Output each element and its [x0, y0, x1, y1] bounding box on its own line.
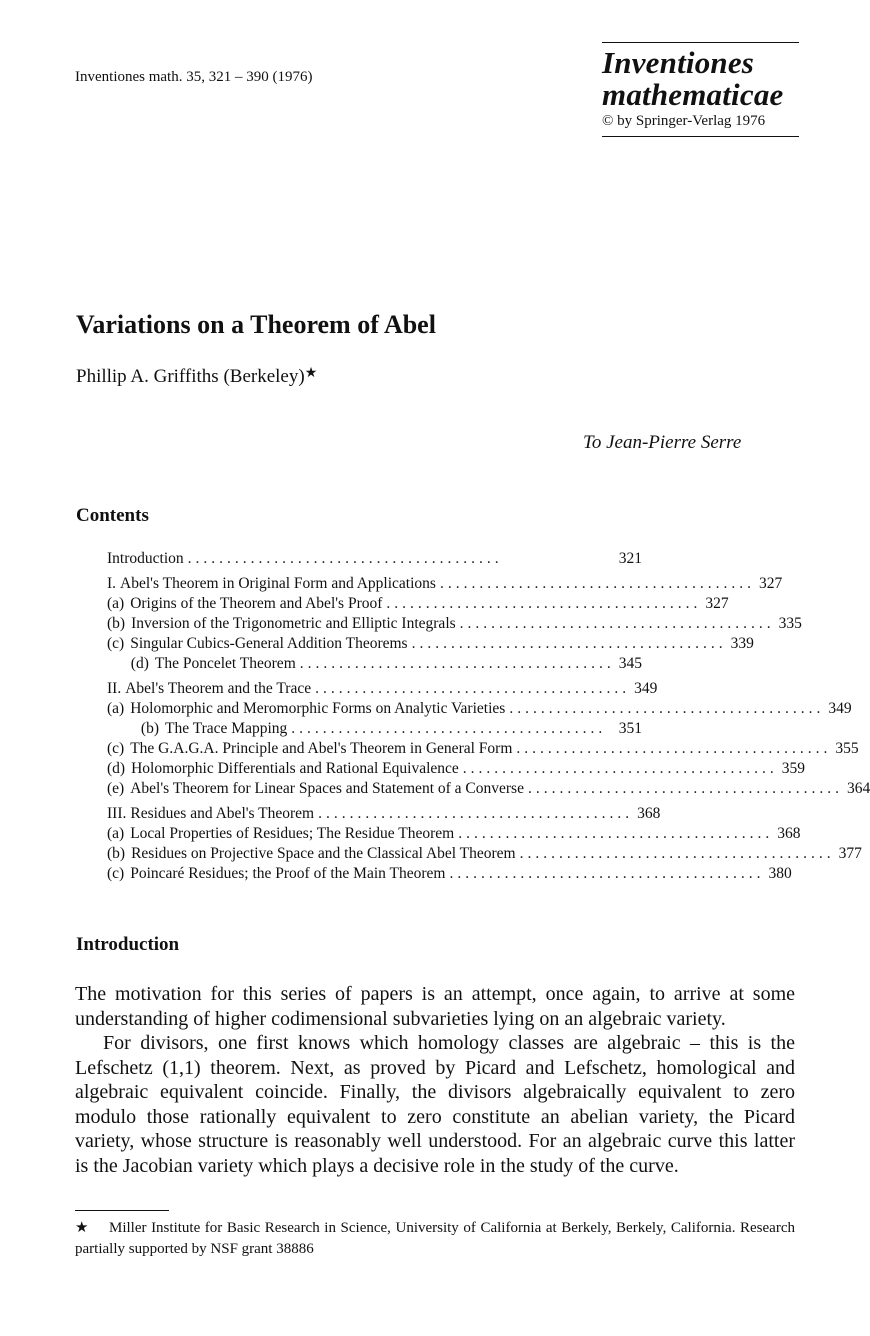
toc-leader-dots: ........................................ [462, 760, 778, 777]
toc-entry [107, 780, 870, 800]
toc-entry-page: 327 [758, 575, 783, 592]
journal-masthead [602, 42, 799, 137]
toc-entry-page: 327 [705, 595, 729, 612]
toc-entry-number: (c) [107, 865, 125, 882]
toc-entry [107, 655, 642, 675]
toc-entry-page: 345 [618, 655, 642, 672]
toc-entry-title: Origins of the Theorem and Abel's Proof [130, 595, 383, 612]
toc-entry-title: Holomorphic and Meromorphic Forms on Analytic Varieties [130, 700, 506, 717]
toc-entry-number: III. [107, 805, 127, 822]
footnote-mark: ★ [75, 1220, 89, 1236]
footnote-text: Miller Institute for Basic Research in Science, University of California at Berkely, Berkely, California. Research partially supported by NSF grant 38886 [75, 1220, 795, 1257]
toc-entry [107, 865, 792, 885]
author-footnote-mark: ★ [304, 366, 318, 381]
introduction-body [75, 982, 795, 1178]
toc-entry-title: Local Properties of Residues; The Residue Theorem [130, 825, 455, 842]
toc-leader-dots: ........................................ [516, 740, 832, 757]
toc-entry-title: Residues on Projective Space and the Classical Abel Theorem [131, 845, 516, 862]
footnote [75, 1218, 795, 1260]
toc-entry [107, 760, 806, 780]
toc-leader-dots: ........................................ [299, 655, 615, 672]
author-line [76, 365, 317, 388]
toc-entry-number: (a) [107, 825, 125, 842]
toc-entry [107, 615, 802, 635]
toc-entry-number: (d) [107, 760, 126, 777]
toc-leader-dots: ........................................ [386, 595, 702, 612]
toc-entry-number: (c) [107, 740, 125, 757]
toc-entry-number: (c) [107, 635, 125, 652]
toc-entry [107, 680, 658, 700]
masthead-top-rule [602, 42, 799, 43]
toc-entry-title: The G.A.G.A. Principle and Abel's Theorem in General Form [130, 740, 513, 757]
toc-entry [107, 825, 801, 845]
toc-entry-title: Poincaré Residues; the Proof of the Main Theorem [130, 865, 446, 882]
toc-entry-title: Introduction [107, 550, 184, 567]
toc-entry-title: Inversion of the Trigonometric and Elliptic Integrals [131, 615, 456, 632]
paper-title: Variations on a Theorem of Abel [76, 310, 436, 339]
toc-entry-page: 355 [835, 740, 859, 757]
toc-entry-title: Abel's Theorem in Original Form and Applications [120, 575, 436, 592]
toc-leader-dots: ........................................ [527, 780, 843, 797]
journal-name-line1: Inventiones [602, 45, 755, 80]
toc-entry-page: 351 [618, 720, 642, 737]
toc-entry-page: 368 [777, 825, 801, 842]
toc-leader-dots: ........................................ [291, 720, 607, 737]
toc-leader-dots: ........................................ [519, 845, 835, 862]
toc-entry-title: Abel's Theorem for Linear Spaces and Statement of a Converse [130, 780, 524, 797]
table-of-contents [107, 550, 870, 885]
toc-entry [107, 805, 661, 825]
toc-entry-title: Abel's Theorem and the Trace [125, 680, 312, 697]
toc-entry-number: (b) [107, 615, 126, 632]
toc-leader-dots: ........................................ [318, 805, 634, 822]
introduction-paragraph-2: For divisors, one first knows which homology classes are algebraic – this is the Lefschetz (1,1) theorem. Next, as proved by Picard and Lefschetz, homological and algebraic equivalent coincide. Finally, the divisors algebraically equivalent to zero modulo those rationally equivalent to zero constitute an abelian variety, the Picard variety, whose structure is reasonably well understood. For an algebraic curve this latter is the Jacobian variety which plays a decisive role in the study of the curve. [75, 1032, 795, 1177]
toc-entry [107, 740, 859, 760]
toc-entry [107, 700, 852, 720]
toc-entry-page: 335 [778, 615, 802, 632]
dedication: To Jean-Pierre Serre [583, 432, 742, 453]
toc-entry-page: 349 [634, 680, 658, 697]
toc-entry [107, 845, 862, 865]
contents-heading: Contents [76, 505, 149, 526]
toc-leader-dots: ........................................ [411, 635, 727, 652]
toc-entry-page: 359 [781, 760, 806, 777]
toc-entry-page: 368 [637, 805, 661, 822]
toc-entry-number: I. [107, 575, 117, 592]
toc-entry-page: 380 [768, 865, 792, 882]
toc-entry-title: The Poncelet Theorem [154, 655, 296, 672]
toc-entry-number: (b) [140, 720, 159, 737]
journal-citation: Inventiones math. 35, 321 – 390 (1976) [75, 69, 313, 85]
toc-entry-number: (a) [107, 595, 125, 612]
author-name: Phillip A. Griffiths (Berkeley) [76, 366, 305, 387]
toc-entry-number: (a) [107, 700, 125, 717]
toc-entry-title: The Trace Mapping [165, 720, 288, 737]
toc-leader-dots: ........................................ [315, 680, 631, 697]
toc-leader-dots: ........................................ [187, 550, 503, 567]
toc-entry-title: Singular Cubics-General Addition Theorems [130, 635, 408, 652]
toc-entry-number: (b) [107, 845, 126, 862]
toc-leader-dots: ........................................ [459, 615, 775, 632]
toc-entry-page: 321 [618, 550, 642, 567]
toc-entry [107, 720, 642, 740]
journal-name-line2: mathematicae [602, 77, 784, 112]
toc-leader-dots: ........................................ [458, 825, 774, 842]
toc-leader-dots: ........................................ [449, 865, 765, 882]
toc-entry-title: Residues and Abel's Theorem [130, 805, 315, 822]
introduction-paragraph-1: The motivation for this series of papers is an attempt, once again, to arrive at some understanding of higher codimensional subvarieties lying on an algebraic variety. [75, 983, 795, 1030]
toc-entry-title: Holomorphic Differentials and Rational Equivalence [131, 760, 459, 777]
toc-entry-number: (e) [107, 780, 125, 797]
masthead-bottom-rule [602, 136, 799, 137]
toc-entry [107, 595, 729, 615]
toc-entry-page: 364 [846, 780, 870, 797]
introduction-heading: Introduction [76, 934, 180, 955]
toc-entry [107, 575, 783, 595]
toc-entry-number: (d) [130, 655, 149, 672]
toc-entry-number: II. [107, 680, 122, 697]
footnote-rule [75, 1210, 169, 1211]
toc-leader-dots: ........................................ [509, 700, 825, 717]
toc-leader-dots: ........................................ [439, 575, 755, 592]
toc-entry [107, 635, 754, 655]
toc-entry [107, 550, 642, 570]
toc-entry-page: 339 [730, 635, 754, 652]
toc-entry-page: 377 [838, 845, 862, 862]
toc-entry-page: 349 [828, 700, 852, 717]
copyright-notice: © by Springer-Verlag 1976 [602, 113, 766, 129]
